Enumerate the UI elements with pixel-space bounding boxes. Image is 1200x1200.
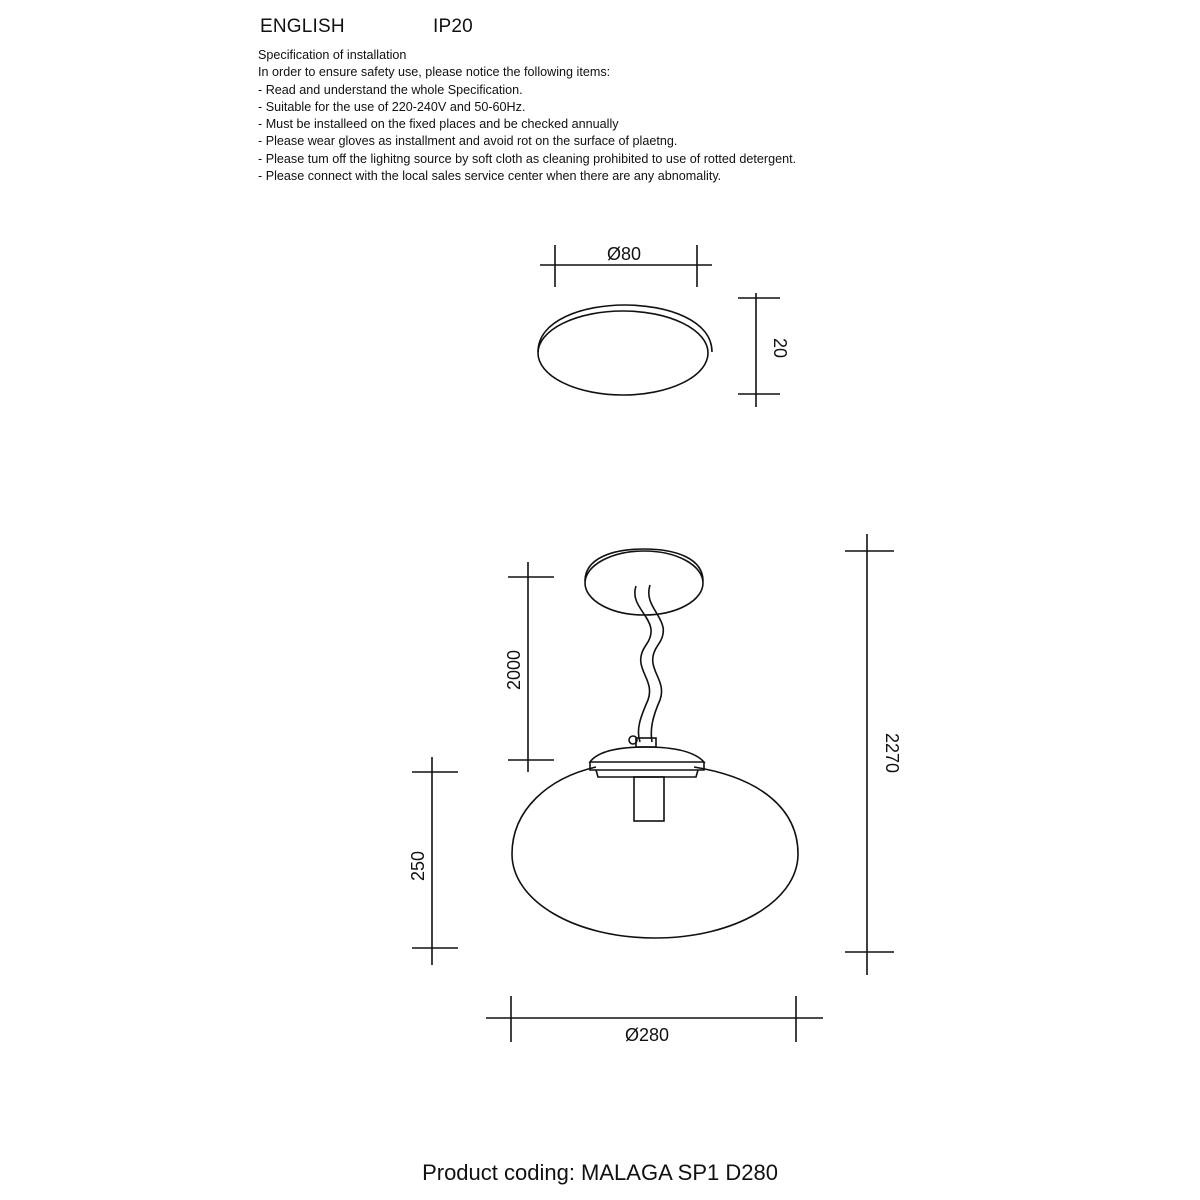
cable — [649, 585, 664, 742]
holder-plate — [590, 762, 704, 770]
spec-title: Specification of installation — [258, 48, 407, 62]
canopy-rim — [538, 305, 712, 352]
ip-rating: IP20 — [433, 16, 473, 37]
dim-cable-length-label: 2000 — [504, 649, 524, 691]
dim-total-height-label: 2270 — [882, 732, 902, 774]
spec-item: - Must be installeed on the fixed places and be checked annually — [258, 117, 619, 132]
dim-canopy-diameter-label: Ø80 — [606, 244, 642, 264]
canopy-drawing — [538, 305, 712, 395]
spec-item: - Please tum off the lighitng source by soft cloth as cleaning prohibited to use of rotted detergent. — [258, 151, 797, 166]
dim-canopy-height-label: 20 — [770, 337, 790, 359]
holder-collar — [596, 770, 698, 777]
spec-item: - Read and understand the whole Specification. — [258, 82, 523, 97]
spec-item: - Please connect with the local sales service center when there are any abnomality. — [258, 169, 722, 184]
dim-shade-height-label: 250 — [408, 850, 428, 882]
ceiling-canopy — [585, 551, 703, 615]
canopy-body — [538, 311, 708, 395]
footer — [0, 1160, 1200, 1186]
glass-globe — [512, 767, 798, 938]
bulb-socket — [634, 777, 664, 821]
product-coding: Product coding: MALAGA SP1 D280 — [422, 1160, 778, 1185]
language-label: ENGLISH — [260, 16, 345, 37]
holder-cap — [590, 747, 704, 762]
spec-item: - Please wear gloves as installment and avoid rot on the surface of plaetng. — [258, 134, 678, 149]
spec-intro: In order to ensure safety use, please notice the following items: — [258, 65, 611, 80]
pendant-drawing — [512, 549, 798, 938]
ceiling-canopy-top — [585, 549, 703, 581]
cable — [635, 586, 651, 742]
dim-shade-diameter-label: Ø280 — [624, 1025, 670, 1045]
spec-item: - Suitable for the use of 220-240V and 50-60Hz. — [258, 99, 526, 114]
